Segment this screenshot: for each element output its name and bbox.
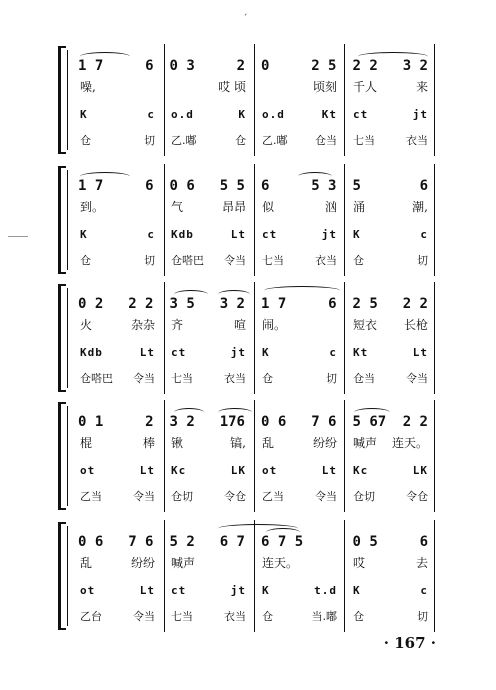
lyrics-line xyxy=(72,554,436,571)
melody-line xyxy=(70,296,436,312)
melody-line xyxy=(70,178,436,194)
perc-symbol: ot xyxy=(262,464,278,477)
perc-text: 乙当 xyxy=(262,490,284,503)
lyric: 哎 xyxy=(353,556,366,570)
perc-text: 乙.嘟 xyxy=(262,134,288,147)
note-group: 0 6 xyxy=(169,178,195,194)
perc-text: 切 xyxy=(144,254,155,267)
perc-text: 令当 xyxy=(133,372,155,385)
lyric: 乱 xyxy=(262,436,275,450)
note-group: 2 xyxy=(236,58,245,74)
lyric: 杂杂 xyxy=(130,318,155,332)
perc-text: 仓 xyxy=(262,610,273,623)
perc-symbol: Kc xyxy=(353,464,369,477)
note-group: 0 3 xyxy=(169,58,195,74)
lyric: 潮, xyxy=(412,200,428,214)
perc-symbol: jt xyxy=(321,228,337,241)
perc-symbol: Kdb xyxy=(80,346,103,359)
note-group: 6 7 xyxy=(219,534,245,550)
note-group: 2 2 xyxy=(128,296,154,312)
note-group: 6 xyxy=(419,534,428,550)
note-group: 176 xyxy=(219,414,245,430)
perc-text: 七当 xyxy=(353,134,375,147)
perc-symbol: o.d xyxy=(262,108,285,121)
melody-line xyxy=(70,534,436,550)
percussion-text-line xyxy=(72,252,436,268)
perc-text: 七当 xyxy=(171,610,193,623)
note-group: 1 7 xyxy=(78,178,104,194)
lyrics-line xyxy=(72,434,436,451)
perc-symbol: K xyxy=(353,584,361,597)
note-group: 5 xyxy=(352,178,361,194)
score-system-5 xyxy=(58,522,436,630)
perc-text: 仓 xyxy=(80,134,91,147)
note-group: 1 7 xyxy=(78,58,104,74)
lyric: 涌 xyxy=(353,200,366,214)
perc-text: 切 xyxy=(417,254,428,267)
note-group: 0 xyxy=(261,58,270,74)
perc-text: 切 xyxy=(417,610,428,623)
perc-text: 衣当 xyxy=(224,372,246,385)
perc-text: 七当 xyxy=(262,254,284,267)
melody-line xyxy=(70,414,436,430)
lyric: 连天。 xyxy=(391,436,428,450)
score-system-3 xyxy=(58,284,436,392)
perc-symbol: LK xyxy=(230,464,246,477)
system-bracket xyxy=(58,284,66,392)
note-group: 2 5 xyxy=(352,296,378,312)
score-system-2 xyxy=(58,166,436,274)
perc-symbol: jt xyxy=(230,584,246,597)
percussion-line xyxy=(72,108,436,121)
note-group: 5 2 xyxy=(169,534,195,550)
perc-symbol: K xyxy=(353,228,361,241)
note-group: 0 1 xyxy=(78,414,104,430)
perc-text: 仓当 xyxy=(353,372,375,385)
lyric: 千人 xyxy=(353,80,378,94)
system-bracket xyxy=(58,46,66,154)
note-group: 3 5 xyxy=(169,296,195,312)
perc-text: 切 xyxy=(144,134,155,147)
note-group: 3 2 xyxy=(169,414,195,430)
percussion-text-line xyxy=(72,608,436,624)
note-group: 5 3 xyxy=(311,178,337,194)
perc-symbol: ot xyxy=(80,464,96,477)
note-group: 0 2 xyxy=(78,296,104,312)
note-group: 6 xyxy=(145,178,154,194)
perc-text: 仓 xyxy=(235,134,246,147)
note-group: 5 67 xyxy=(352,414,387,430)
lyric: 到。 xyxy=(80,200,105,214)
note-group: 0 6 xyxy=(261,414,287,430)
perc-text: 仓 xyxy=(353,254,364,267)
perc-text: 衣当 xyxy=(406,134,428,147)
perc-text: 令当 xyxy=(133,490,155,503)
scan-mark: ˊ xyxy=(243,14,248,24)
scan-mark xyxy=(8,236,28,237)
perc-text: 仓切 xyxy=(353,490,375,503)
perc-text: 令当 xyxy=(315,490,337,503)
lyric: 来 xyxy=(415,80,428,94)
perc-symbol: K xyxy=(262,346,270,359)
perc-text: 仓嗒巴 xyxy=(80,372,113,385)
percussion-line xyxy=(72,228,436,241)
perc-text: 乙.嘟 xyxy=(171,134,197,147)
perc-symbol: K xyxy=(80,108,88,121)
lyrics-line xyxy=(72,198,436,215)
perc-symbol: ct xyxy=(171,584,187,597)
note-group: 6 xyxy=(419,178,428,194)
note-group: 2 5 xyxy=(311,58,337,74)
note-group: 2 xyxy=(145,414,154,430)
perc-text: 令当 xyxy=(133,610,155,623)
perc-symbol: o.d xyxy=(171,108,194,121)
lyric: 昂昂 xyxy=(221,200,246,214)
perc-symbol: Kdb xyxy=(171,228,194,241)
percussion-text-line xyxy=(72,488,436,504)
percussion-line xyxy=(72,346,436,359)
note-group: 1 7 xyxy=(261,296,287,312)
lyrics-line xyxy=(72,78,436,95)
lyric: 齐 xyxy=(171,318,184,332)
note-group: 2 2 xyxy=(352,58,378,74)
lyric: 棍 xyxy=(80,436,93,450)
lyric: 镐, xyxy=(230,436,246,450)
perc-symbol: Kt xyxy=(321,108,337,121)
percussion-text-line xyxy=(72,370,436,386)
system-bracket xyxy=(58,522,66,630)
perc-text: 衣当 xyxy=(224,610,246,623)
note-group: 2 2 xyxy=(402,414,428,430)
perc-symbol: ct xyxy=(353,108,369,121)
note-group: 6 xyxy=(261,178,270,194)
lyric: 去 xyxy=(415,556,428,570)
lyric: 闹。 xyxy=(262,318,287,332)
perc-text: 仓嗒巴 xyxy=(171,254,204,267)
perc-symbol: Lt xyxy=(321,464,337,477)
perc-text: 仓 xyxy=(262,372,273,385)
system-bracket xyxy=(58,402,66,510)
perc-symbol: jt xyxy=(230,346,246,359)
perc-text: 仓切 xyxy=(171,490,193,503)
note-group: 0 5 xyxy=(352,534,378,550)
perc-symbol: t.d xyxy=(314,584,337,597)
perc-symbol: c xyxy=(420,584,428,597)
lyrics-line xyxy=(72,316,436,333)
lyric: 长枪 xyxy=(403,318,428,332)
perc-text: 衣当 xyxy=(315,254,337,267)
percussion-text-line xyxy=(72,132,436,148)
perc-symbol: K xyxy=(262,584,270,597)
perc-text: 令仓 xyxy=(224,490,246,503)
perc-symbol: Kc xyxy=(171,464,187,477)
lyric: 喊声 xyxy=(353,436,378,450)
perc-text: 仓当 xyxy=(315,134,337,147)
score-system-1 xyxy=(58,46,436,154)
note-group: 5 5 xyxy=(219,178,245,194)
lyric: 似 xyxy=(262,200,275,214)
note-group: 6 xyxy=(328,296,337,312)
lyric: 纷纷 xyxy=(312,436,337,450)
lyric: 喧 xyxy=(233,318,246,332)
perc-symbol: ct xyxy=(171,346,187,359)
note-group: 2 2 xyxy=(402,296,428,312)
perc-symbol: ct xyxy=(262,228,278,241)
perc-text: 仓 xyxy=(80,254,91,267)
perc-symbol: K xyxy=(80,228,88,241)
perc-text: 切 xyxy=(326,372,337,385)
perc-symbol: LK xyxy=(412,464,428,477)
perc-symbol: Lt xyxy=(139,584,155,597)
perc-symbol: Lt xyxy=(139,346,155,359)
lyric: 汹 xyxy=(324,200,337,214)
perc-symbol: c xyxy=(147,228,155,241)
perc-text: 当.嘟 xyxy=(311,610,337,623)
perc-symbol: Lt xyxy=(139,464,155,477)
note-group: 3 2 xyxy=(219,296,245,312)
perc-text: 令当 xyxy=(224,254,246,267)
lyric: 气 xyxy=(171,200,184,214)
note-group: 0 6 xyxy=(78,534,104,550)
percussion-line xyxy=(72,584,436,597)
lyric: 哎 顷 xyxy=(218,80,246,94)
lyric: 顷刻 xyxy=(312,80,337,94)
perc-symbol: ot xyxy=(80,584,96,597)
lyric: 乱 xyxy=(80,556,93,570)
perc-symbol: jt xyxy=(412,108,428,121)
lyric: 棒 xyxy=(142,436,155,450)
lyric: 纷纷 xyxy=(130,556,155,570)
perc-symbol: c xyxy=(329,346,337,359)
lyric: 短衣 xyxy=(353,318,378,332)
perc-text: 乙当 xyxy=(80,490,102,503)
perc-symbol: Lt xyxy=(230,228,246,241)
page-number: · 167 · xyxy=(383,634,436,652)
note-group: 7 6 xyxy=(128,534,154,550)
perc-symbol: c xyxy=(420,228,428,241)
percussion-line xyxy=(72,464,436,477)
perc-text: 乙台 xyxy=(80,610,102,623)
note-group: 6 xyxy=(145,58,154,74)
note-group: 6 7 5 xyxy=(261,534,304,550)
perc-symbol: c xyxy=(147,108,155,121)
lyric: 连天。 xyxy=(262,556,299,570)
perc-symbol: Kt xyxy=(353,346,369,359)
lyric: 锹 xyxy=(171,436,184,450)
score-system-4 xyxy=(58,402,436,510)
perc-symbol: K xyxy=(238,108,246,121)
lyric: 火 xyxy=(80,318,93,332)
note-group: 7 6 xyxy=(311,414,337,430)
perc-text: 令当 xyxy=(406,372,428,385)
lyric: 喊声 xyxy=(171,556,196,570)
perc-text: 七当 xyxy=(171,372,193,385)
lyric: 噪, xyxy=(80,80,96,94)
perc-text: 令仓 xyxy=(406,490,428,503)
perc-text: 仓 xyxy=(353,610,364,623)
system-bracket xyxy=(58,166,66,274)
melody-line xyxy=(70,58,436,74)
perc-symbol: Lt xyxy=(412,346,428,359)
note-group: 3 2 xyxy=(402,58,428,74)
